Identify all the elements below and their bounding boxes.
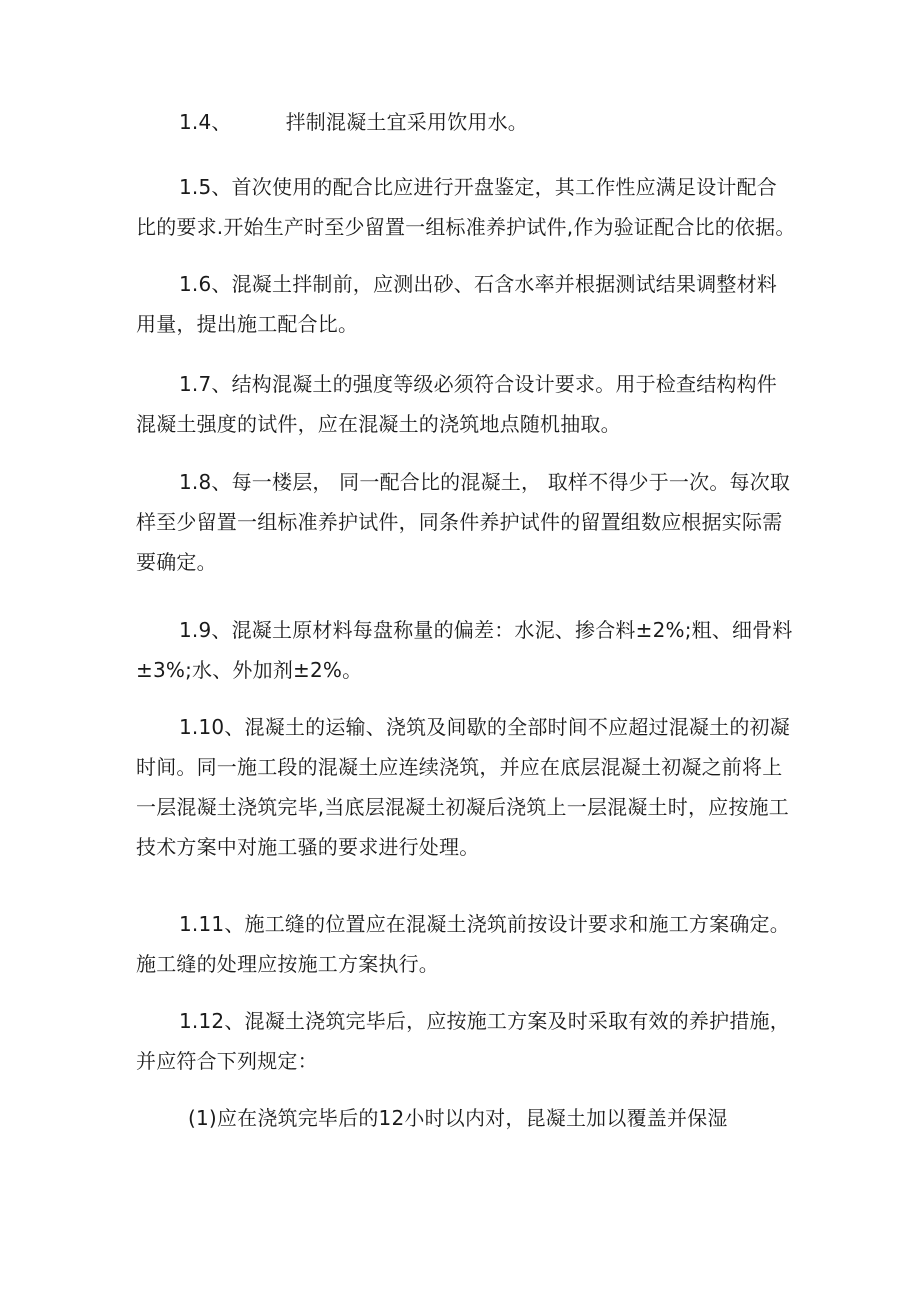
clause-text-line: 时间。同一施工段的混凝土应连续浇筑，并应在底层混凝土初凝之前将上 [136, 755, 783, 779]
clause-text-line: 混凝土浇筑完毕后，应按施工方案及时采取有效的养护措施， [244, 1009, 790, 1033]
clause-text-line: 混凝土拌制前，应测出砂、石含水率并根据测试结果调整材料 [231, 272, 778, 296]
clause-1-5 [136, 167, 796, 247]
clause-text-line: 施工缝的处理应按施工方案执行。 [136, 952, 439, 976]
item-number: (1) [188, 1106, 217, 1130]
clause-1-12 [136, 1001, 796, 1081]
clause-number: 1.11、 [179, 912, 245, 936]
clause-number: 1.9、 [179, 618, 232, 642]
clause-text-line: 首次使用的配合比应进行开盘鉴定，其工作性应满足设计配合 [231, 175, 778, 199]
clause-1-9 [136, 610, 796, 690]
clause-number: 1.8、 [179, 470, 232, 494]
clause-number: 1.7、 [179, 372, 232, 396]
clause-number: 1.4、 [179, 110, 232, 134]
clause-1-8 [136, 462, 796, 582]
clause-number: 1.12、 [179, 1009, 245, 1033]
clause-number: 1.10、 [179, 715, 245, 739]
clause-text-line: 施工缝的位置应在混凝土浇筑前按设计要求和施工方案确定。 [244, 912, 790, 936]
clause-1-6 [136, 264, 796, 344]
clause-number: 1.6、 [179, 272, 232, 296]
clause-1-12-item-1 [136, 1098, 796, 1138]
clause-1-4 [136, 102, 796, 142]
clause-text-line: 比的要求.开始生产时至少留置一组标准养护试件,作为验证配合比的依据。 [136, 215, 796, 239]
clause-text-line: 每一楼层， 同一配合比的混凝土， 取样不得少于一次。每次取 [231, 470, 791, 494]
clause-text-line: 一层混凝土浇筑完毕,当底层混凝土初凝后浇筑上一层混凝土时，应按施工 [136, 795, 789, 819]
clause-text-line: 混凝土原材料每盘称量的偏差：水泥、掺合料±2%;粗、细骨料 [231, 618, 793, 642]
clause-text-line: 样至少留置一组标准养护试件，同条件养护试件的留置组数应根据实际需 [136, 510, 783, 534]
clause-1-7 [136, 364, 796, 444]
clause-text-line: 混凝土的运输、浇筑及间歇的全部时间不应超过混凝土的初凝 [244, 715, 790, 739]
clause-text-line: 应在浇筑完毕后的12小时以内对，昆凝土加以覆盖并保湿 [216, 1106, 728, 1130]
clause-text-line: ±3%;水、外加剂±2%。 [136, 658, 363, 682]
clause-number: 1.5、 [179, 175, 232, 199]
clause-text-line: 用量，提出施工配合比。 [136, 312, 359, 336]
clause-text-line: 结构混凝土的强度等级必须符合设计要求。用于检查结构构件 [231, 372, 778, 396]
clause-text-line: 拌制混凝土宜采用饮用水。 [285, 110, 529, 134]
clause-text-line: 要确定。 [136, 550, 217, 574]
clause-1-10 [136, 707, 796, 867]
clause-text-line: 并应符合下列规定： [136, 1049, 318, 1073]
clause-text-line: 混凝土强度的试件，应在混凝土的浇筑地点随机抽取。 [136, 412, 621, 436]
clause-1-11 [136, 904, 796, 984]
clause-text-line: 技术方案中对施工骚的要求进行处理。 [136, 835, 480, 859]
